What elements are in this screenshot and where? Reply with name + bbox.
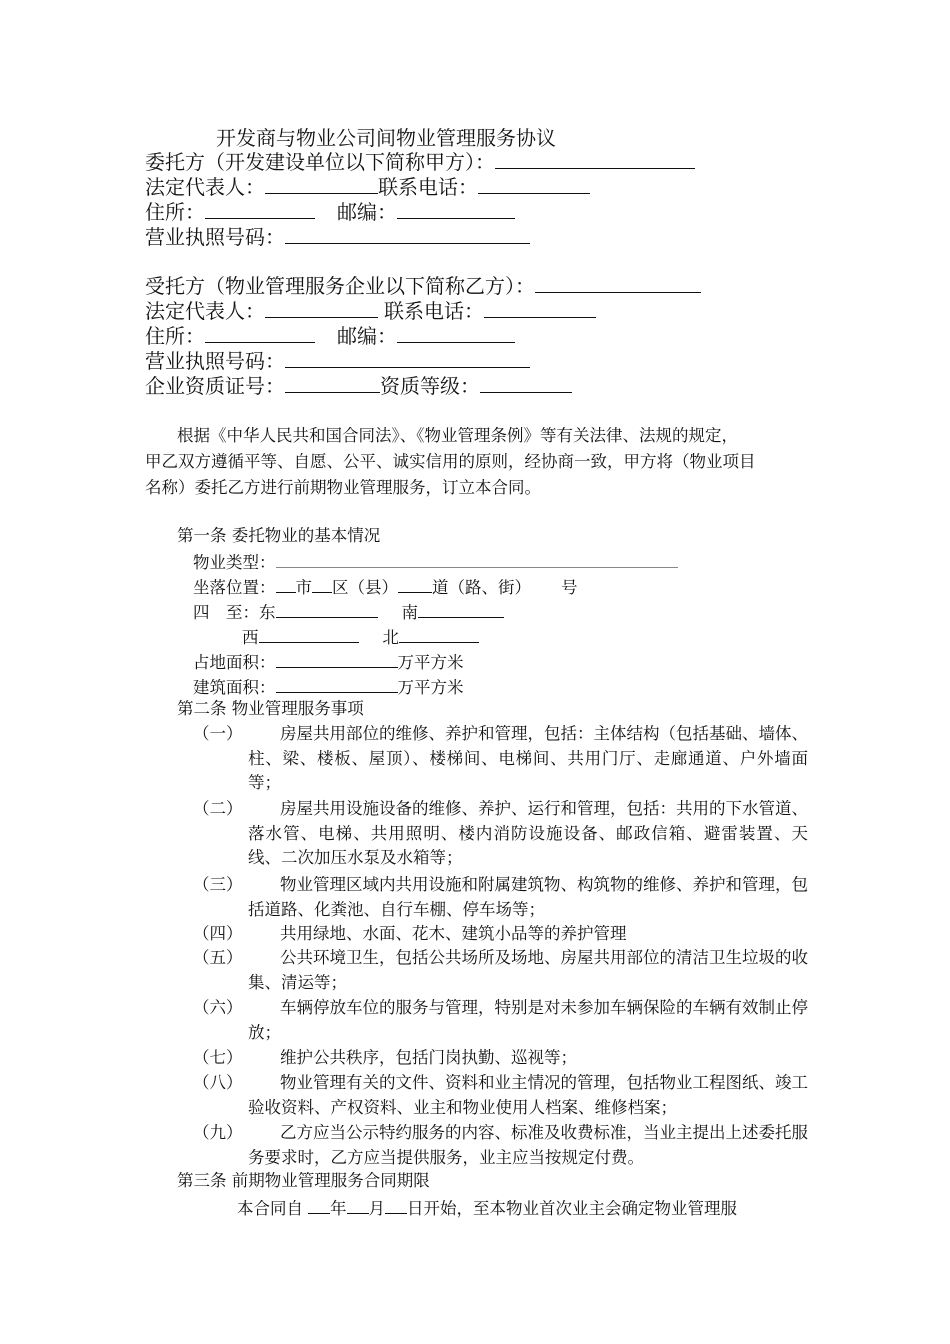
boundary-north-label: 北: [382, 628, 399, 647]
party-a-address-line: [145, 200, 515, 224]
property-type-line: [193, 549, 678, 574]
land-area-label: 占地面积：: [193, 653, 276, 672]
party-a-license-label: 营业执照号码：: [145, 225, 285, 249]
service-item-text: 维护公共秩序，包括门岗执勤、巡视等；: [280, 1048, 577, 1067]
party-a-license-blank: [285, 225, 530, 244]
party-b-qual-cert-label: 企业资质证号：: [145, 374, 285, 398]
party-b-license-label: 营业执照号码：: [145, 349, 285, 373]
building-area-blank: [276, 674, 398, 693]
article-2-heading: 第二条 物业管理服务事项: [177, 699, 364, 718]
party-b-phone-label: 联系电话：: [384, 299, 484, 323]
party-b-rep-label: 法定代表人：: [145, 299, 265, 323]
service-item-index: （四）: [193, 924, 243, 943]
party-a-license-line: [145, 225, 530, 249]
service-item-text: 物业管理区域内共用设施和附属建筑物、构筑物的维修、养护和管理，包括道路、化粪池、自行车棚、停车场等；: [248, 875, 808, 919]
party-b-qual-level-blank: [480, 374, 572, 393]
party-a-address-blank: [205, 200, 315, 219]
boundary-east-blank: [276, 599, 378, 618]
preamble-line-2: 甲乙双方遵循平等、自愿、公平、诚实信用的原则，经协商一致，甲方将（物业项目: [145, 452, 756, 471]
property-type-blank: [276, 549, 678, 568]
property-type-label: 物业类型：: [193, 553, 276, 572]
document-title: 开发商与物业公司间物业管理服务协议: [216, 126, 556, 150]
boundary-west-label: 西: [242, 628, 259, 647]
boundary-line-2: [242, 624, 479, 649]
term-year-blank: [308, 1195, 330, 1214]
party-a-rep-label: 法定代表人：: [145, 175, 265, 199]
location-road-blank: [398, 574, 432, 593]
party-b-rep-blank: [265, 299, 378, 318]
service-item-index: （三）: [193, 875, 243, 894]
party-b-label: 受托方（物业管理服务企业以下简称乙方）：: [145, 274, 535, 298]
land-area-blank: [276, 649, 398, 668]
location-line: [193, 574, 578, 599]
party-b-qual-cert-blank: [285, 374, 380, 393]
location-district: 区（县）: [332, 578, 398, 597]
service-item-text: 车辆停放车位的服务与管理，特别是对未参加车辆保险的车辆有效制止停放；: [248, 998, 808, 1042]
service-item-text: 房屋共用设施设备的维修、养护、运行和管理，包括：共用的下水管道、落水管、电梯、共用照明、楼内消防设施设备、邮政信箱、避雷装置、天线、二次加压水泵及水箱等；: [248, 799, 808, 867]
term-month-label: 月: [368, 1199, 385, 1218]
party-b-postcode-blank: [397, 324, 515, 343]
boundary-south-label: 南: [401, 603, 418, 622]
service-item-index: （八）: [193, 1073, 243, 1092]
party-a-label: 委托方（开发建设单位以下简称甲方）：: [145, 150, 495, 174]
building-area-label: 建筑面积：: [193, 678, 276, 697]
party-b-name-blank: [535, 274, 701, 293]
party-b-line: [145, 274, 701, 298]
location-city-blank: [276, 574, 296, 593]
term-year-label: 年: [330, 1199, 347, 1218]
party-a-line: [145, 150, 695, 174]
party-b-address-label: 住所：: [145, 324, 205, 348]
location-label: 坐落位置：: [193, 578, 276, 597]
party-b-address-blank: [205, 324, 315, 343]
boundary-line-1: [193, 599, 504, 624]
term-month-blank: [347, 1195, 369, 1214]
service-item-index: （二）: [193, 799, 243, 818]
service-item-text: 公共环境卫生，包括公共场所及场地、房屋共用部位的清洁卫生垃圾的收集、清运等；: [248, 948, 808, 992]
party-a-phone-blank: [478, 175, 590, 194]
location-district-blank: [312, 574, 332, 593]
party-b-qualification-line: [145, 374, 572, 398]
party-a-address-label: 住所：: [145, 200, 205, 224]
location-number: 号: [561, 578, 578, 597]
location-city: 市: [295, 578, 312, 597]
party-b-license-line: [145, 349, 530, 373]
boundary-label-east: 四 至：东: [193, 603, 276, 622]
term-day-blank: [385, 1195, 407, 1214]
party-a-name-blank: [495, 150, 695, 169]
term-start-label: 本合同自: [237, 1199, 303, 1218]
preamble-line-3: 名称）委托乙方进行前期物业管理服务，订立本合同。: [145, 478, 541, 497]
land-area-unit: 万平方米: [397, 653, 464, 672]
preamble-line-1: 根据《中华人民共和国合同法》、《物业管理条例》等有关法律、法规的规定，: [177, 426, 738, 445]
party-b-phone-blank: [484, 299, 596, 318]
article-3-heading: 第三条 前期物业管理服务合同期限: [177, 1171, 430, 1190]
term-rest-text: 日开始，至本物业首次业主会确定物业管理服: [407, 1199, 737, 1218]
party-b-postcode-label: 邮编：: [337, 324, 397, 348]
service-item-text: 乙方应当公示特约服务的内容、标准及收费标准，当业主提出上述委托服务要求时，乙方应当提供服务，业主应当按规定付费。: [248, 1123, 808, 1167]
boundary-west-blank: [259, 624, 359, 643]
service-item-index: （六）: [193, 998, 243, 1017]
service-item-text: 物业管理有关的文件、资料和业主情况的管理，包括物业工程图纸、竣工验收资料、产权资料、业主和物业使用人档案、维修档案；: [248, 1073, 808, 1117]
building-area-unit: 万平方米: [397, 678, 464, 697]
service-item-text: 共用绿地、水面、花木、建筑小品等的养护管理: [280, 924, 627, 943]
service-item-index: （一）: [193, 724, 243, 743]
party-b-rep-line: [145, 299, 596, 323]
party-a-rep-line: [145, 175, 590, 199]
party-b-license-blank: [285, 349, 530, 368]
land-area-line: [193, 649, 464, 674]
term-line: [237, 1195, 737, 1220]
party-b-address-line: [145, 324, 515, 348]
party-a-phone-label: 联系电话：: [378, 175, 478, 199]
service-item-index: （九）: [193, 1123, 243, 1142]
service-item-index: （五）: [193, 948, 243, 967]
service-item-index: （七）: [193, 1048, 243, 1067]
service-item-text: 房屋共用部位的维修、养护和管理，包括：主体结构（包括基础、墙体、柱、梁、楼板、屋顶）、楼梯间、电梯间、共用门厅、走廊通道、户外墙面等；: [248, 724, 808, 792]
boundary-north-blank: [399, 624, 479, 643]
party-a-rep-blank: [265, 175, 378, 194]
boundary-south-blank: [418, 599, 504, 618]
party-b-qual-level-label: 资质等级：: [380, 374, 480, 398]
party-a-postcode-blank: [397, 200, 515, 219]
article-1-heading: 第一条 委托物业的基本情况: [177, 526, 381, 545]
building-area-line: [193, 674, 464, 699]
party-a-postcode-label: 邮编：: [337, 200, 397, 224]
location-road: 道（路、街）: [432, 578, 531, 597]
